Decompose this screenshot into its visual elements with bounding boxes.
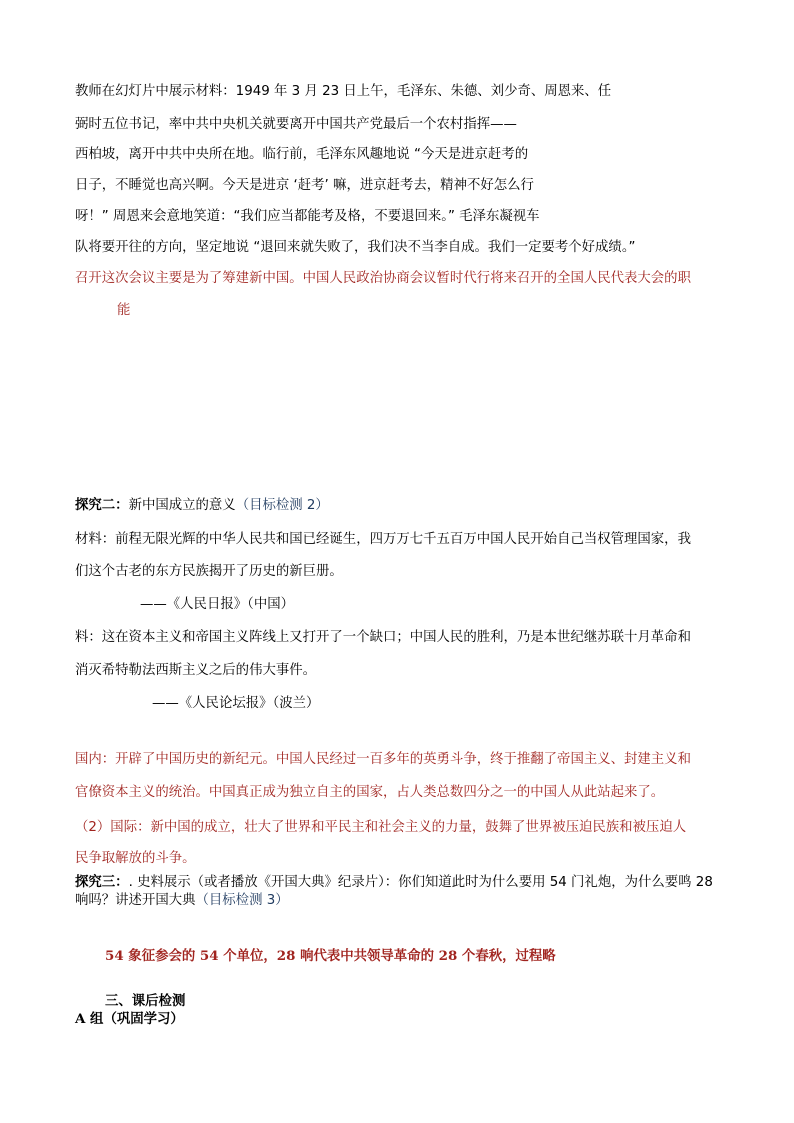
domestic-line-2: 官僚资本主义的统治。中国真正成为独立自主的国家，占人类总数四分之一的中国人从此站起来了。 (75, 785, 665, 800)
source-b: ——《人民论坛报》（波兰） (152, 696, 320, 711)
explore3-line-2 (75, 891, 289, 911)
material1-answer-line-2: 能 (117, 303, 131, 318)
international-line-1: （2）国际：新中国的成立，壮大了世界和平民主和社会主义的力量，鼓舞了世界被压迫民族和被压迫人 (75, 820, 687, 835)
explore3-target: （目标检测 3） (195, 893, 289, 908)
explore3-heading: 探究三： (75, 875, 129, 890)
material1-line-5: 呀！” 周恩来会意地笑道：“我们应当都能考及格，不要退回来。” 毛泽东凝视车 (75, 209, 540, 224)
international-line-2: 民争取解放的斗争。 (75, 851, 196, 866)
explore2-target: （目标检测 2） (235, 498, 329, 513)
material-b-line-1: 料：这在资本主义和帝国主义阵线上又打开了一个缺口；中国人民的胜利，乃是本世纪继苏联十月革命和 (75, 630, 691, 645)
material1-answer-line-1: 召开这次会议主要是为了筹建新中国。中国人民政治协商会议暂时代行将来召开的全国人民代表大会的职 (75, 271, 691, 286)
material1-line-2: 弼时五位书记，率中共中央机关就要离开中国共产党最后一个农村指挥—— (75, 117, 517, 132)
explore2-title: 新中国成立的意义 (128, 498, 236, 513)
explore3-line-2-text: 响吗？讲述开国大典 (75, 893, 196, 908)
material-a-line-2: 们这个古老的东方民族揭开了历史的新巨册。 (75, 564, 343, 579)
material1-line-1: 教师在幻灯片中展示材料：1949 年 3 月 23 日上午，毛泽东、朱德、刘少奇、周恩来、任 (75, 84, 612, 99)
material-a-line-1: 材料：前程无限光辉的中华人民共和国已经诞生，四万万七千五百万中国人民开始自己当权管理国家，我 (75, 532, 691, 547)
material-b-line-2: 消灭希特勒法西斯主义之后的伟大事件。 (75, 663, 317, 678)
material1-line-6: 队将要开往的方向，坚定地说 “退回来就失败了，我们决不当李自成。我们一定要考个好成绩。” (75, 240, 636, 255)
explore3-text: . 史料展示（或者播放《开国大典》纪录片）：你们知道此时为什么要用 54 门礼炮，为什么要鸣 28 (128, 875, 713, 890)
explore3-line-1 (75, 873, 713, 893)
material1-line-3: 西柏坡，离开中共中央所在地。临行前，毛泽东风趣地说 “今天是进京赶考的 (75, 147, 529, 162)
group-a-heading: A 组（巩固学习） (75, 1011, 184, 1027)
explore3-answer: 54 象征参会的 54 个单位，28 响代表中共领导革命的 28 个春秋，过程略 (105, 948, 556, 964)
section3-title: 三、课后检测 (105, 993, 186, 1009)
explore2-heading-line (75, 496, 329, 516)
material1-line-4: 日子，不睡觉也高兴啊。今天是进京 ‘赶考’ 嘛，进京赶考去，精神不好怎么行 (75, 178, 534, 193)
explore2-heading: 探究二： (75, 498, 129, 513)
source-a: ——《人民日报》（中国） (140, 597, 294, 612)
domestic-line-1: 国内：开辟了中国历史的新纪元。中国人民经过一百多年的英勇斗争，终于推翻了帝国主义、封建主义和 (75, 752, 691, 767)
